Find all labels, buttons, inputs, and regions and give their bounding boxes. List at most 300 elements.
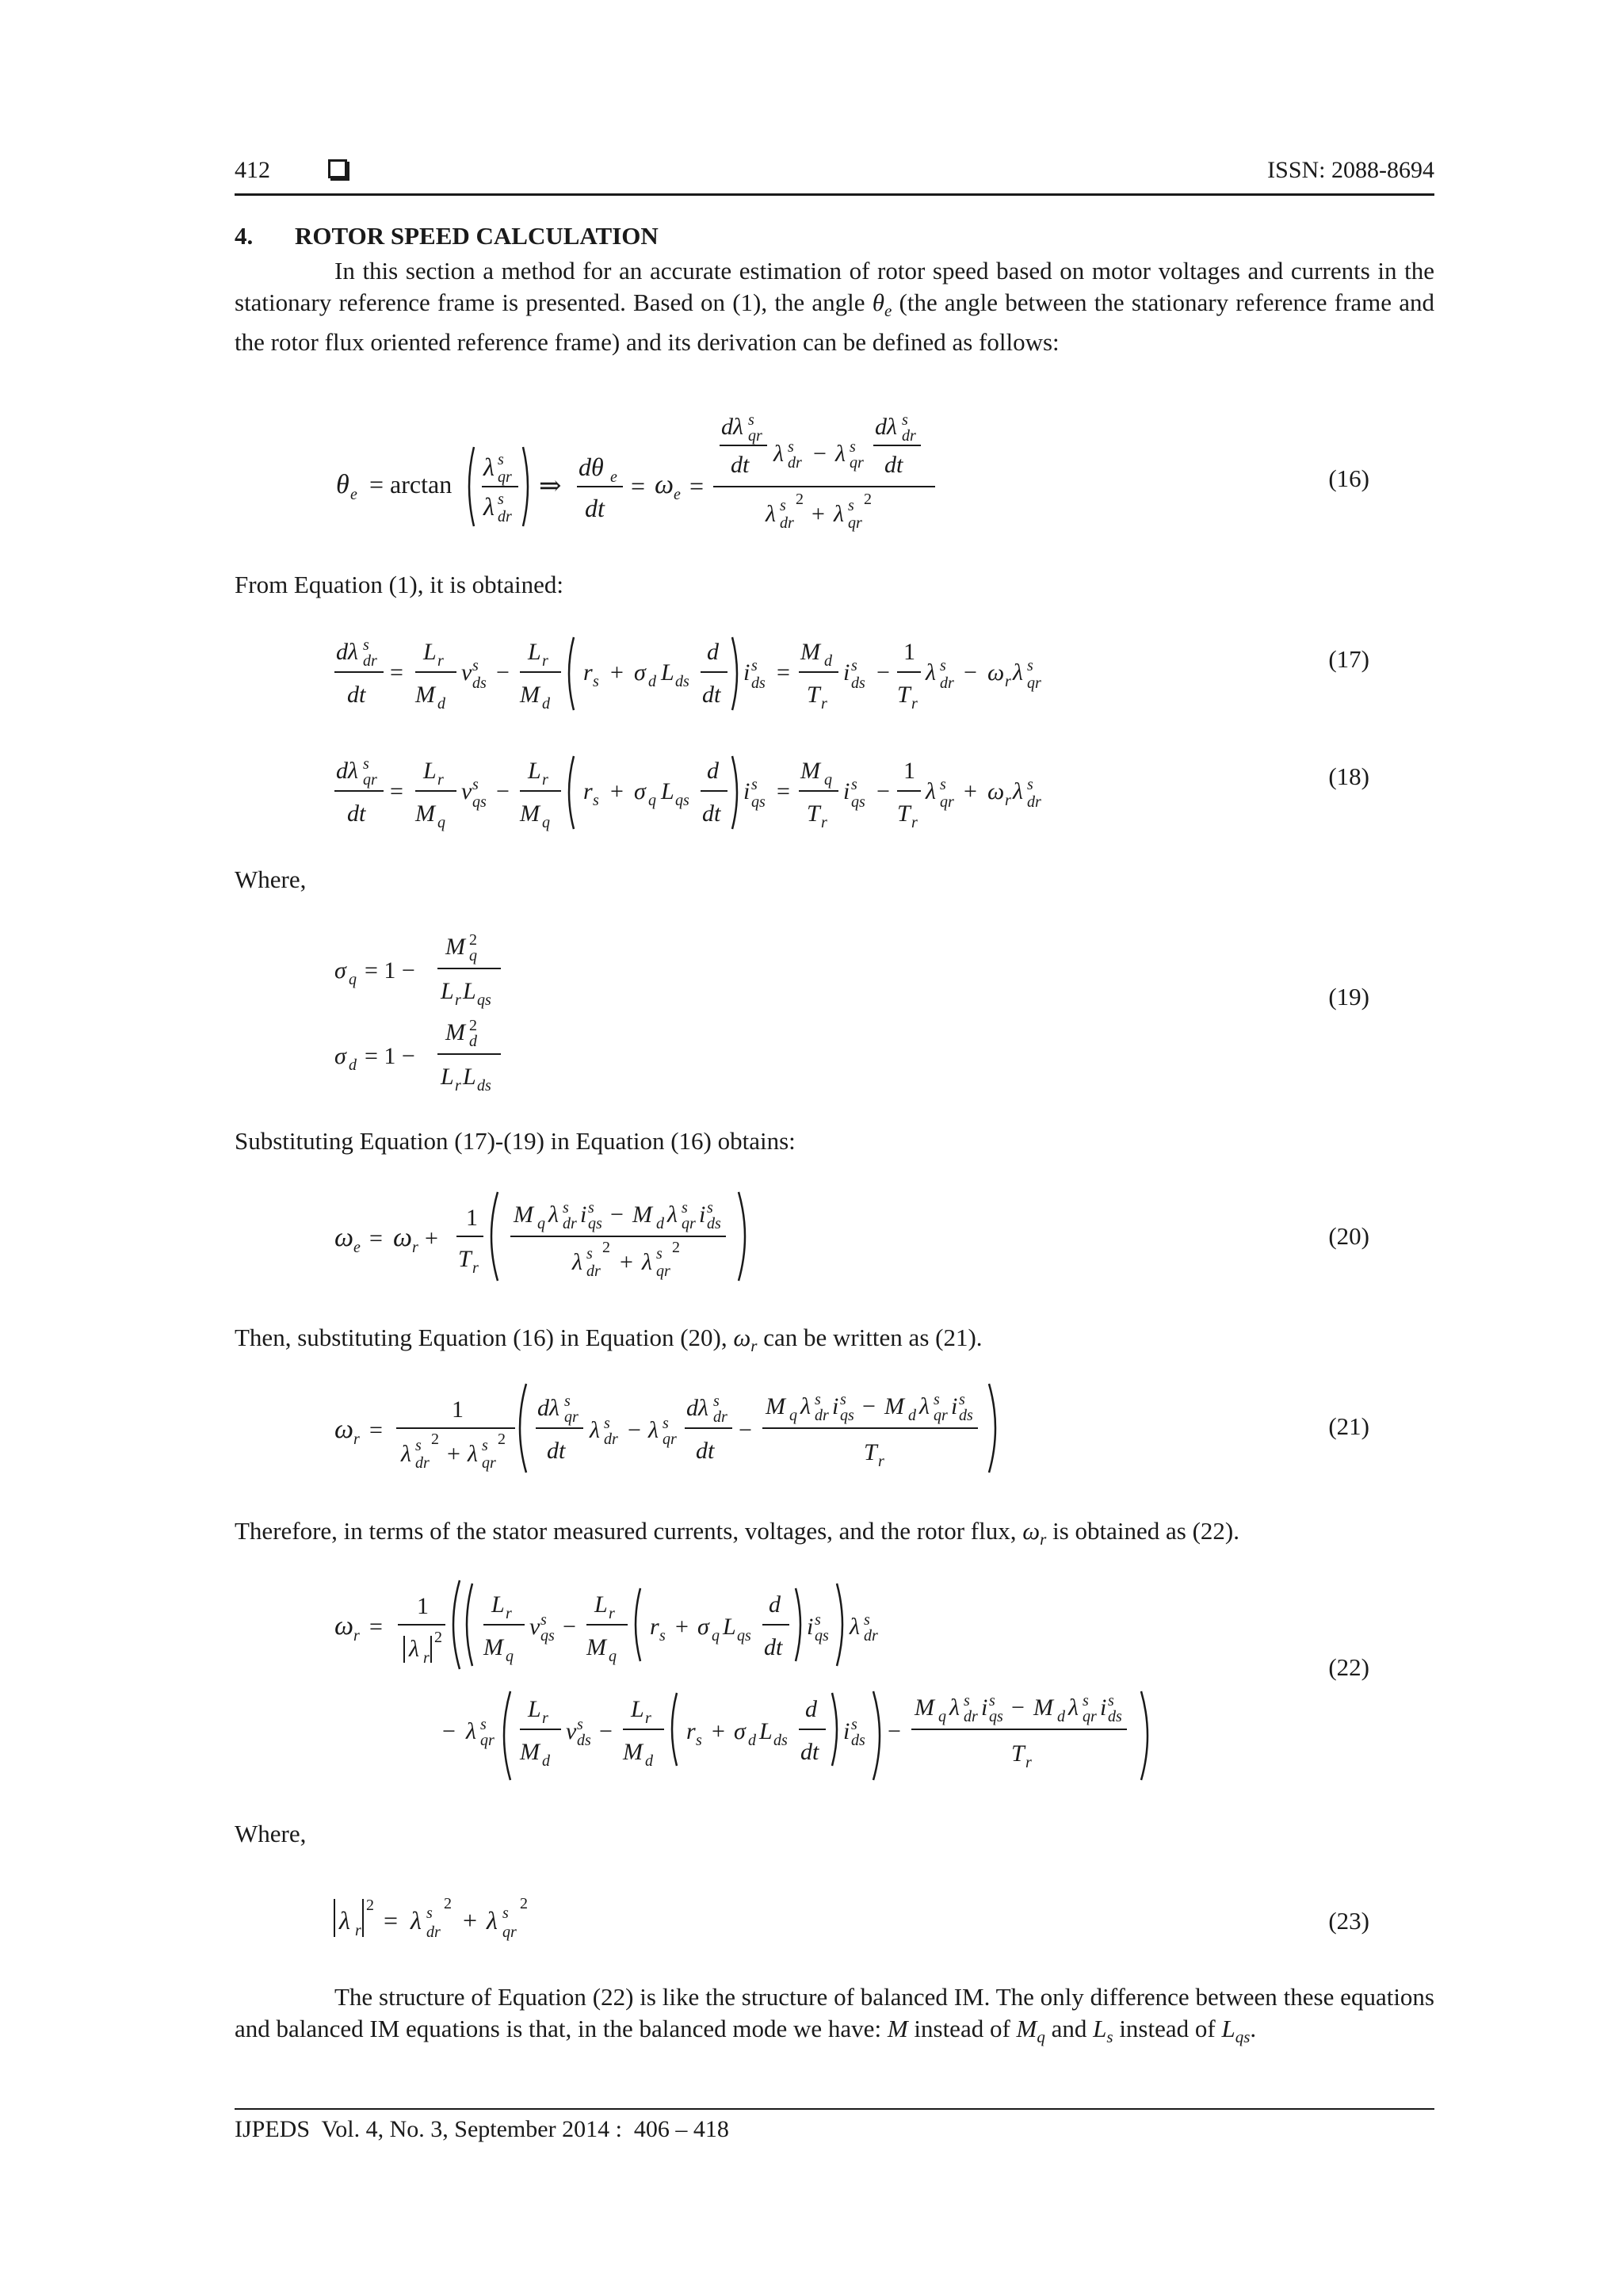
svg-text:λ: λ: [648, 1417, 659, 1443]
svg-text:M: M: [800, 758, 820, 784]
svg-text:=: =: [390, 778, 403, 804]
square-icon: [328, 159, 347, 178]
svg-text:ω: ω: [334, 1611, 354, 1641]
svg-text:s: s: [415, 1437, 422, 1454]
svg-text:+: +: [675, 1614, 689, 1640]
svg-text:r: r: [650, 1614, 659, 1640]
svg-text:−: −: [496, 778, 510, 804]
svg-text:qr: qr: [480, 1732, 495, 1749]
svg-text:q: q: [712, 1627, 720, 1645]
svg-text:M: M: [483, 1634, 503, 1660]
svg-text:2: 2: [796, 491, 804, 508]
svg-text:qr: qr: [682, 1215, 696, 1232]
svg-text:s: s: [696, 1732, 702, 1749]
svg-text:M: M: [766, 1393, 785, 1419]
svg-text:dr: dr: [586, 1263, 601, 1280]
equation-20: [325, 1184, 800, 1287]
equation-18: [325, 745, 1070, 840]
svg-text:qs: qs: [989, 1708, 1003, 1725]
svg-text:L: L: [528, 639, 541, 665]
svg-text:dr: dr: [864, 1627, 878, 1645]
svg-text:L: L: [463, 978, 476, 1004]
svg-text:dλ: dλ: [721, 414, 743, 440]
svg-text:L: L: [423, 758, 437, 784]
svg-text:r: r: [542, 652, 548, 670]
svg-text:qs: qs: [472, 793, 487, 811]
svg-text:2: 2: [366, 1897, 374, 1914]
svg-text:d: d: [769, 1591, 781, 1618]
svg-text:λ: λ: [919, 1393, 930, 1419]
svg-text:⇒: ⇒: [539, 472, 562, 501]
svg-text:q: q: [609, 1648, 617, 1665]
svg-text:r: r: [911, 695, 918, 712]
svg-text:r: r: [455, 991, 461, 1009]
equation-19: [325, 921, 531, 1103]
svg-text:i: i: [743, 778, 750, 804]
svg-text:−: −: [442, 1718, 456, 1744]
svg-text:ω: ω: [655, 470, 674, 499]
svg-text:i: i: [699, 1201, 706, 1228]
svg-text:M: M: [415, 682, 435, 708]
svg-text:λ: λ: [773, 441, 784, 467]
svg-text:2: 2: [431, 1431, 439, 1448]
svg-text:L: L: [723, 1614, 736, 1640]
svg-text:λ: λ: [667, 1201, 678, 1228]
svg-text:s: s: [851, 776, 857, 793]
equation-17: [325, 626, 1070, 721]
svg-text:1: 1: [452, 1396, 464, 1423]
svg-text:dr: dr: [815, 1407, 829, 1424]
svg-text:λ: λ: [835, 441, 846, 467]
footer-rule: [235, 2108, 1434, 2110]
svg-text:ds: ds: [959, 1407, 973, 1424]
then-text: Then, substituting Equation (16) in Equation (20), $\omega_r$ can be written as (21).: [235, 1324, 983, 1356]
svg-text:s: s: [989, 1692, 995, 1710]
svg-text:s: s: [902, 412, 908, 429]
svg-text:q: q: [349, 971, 357, 988]
svg-text:r: r: [583, 778, 593, 804]
svg-text:s: s: [1027, 776, 1033, 793]
svg-text:r: r: [353, 1627, 360, 1645]
svg-text:dt: dt: [800, 1739, 819, 1765]
svg-text:s: s: [850, 438, 856, 456]
svg-text:M: M: [445, 1019, 465, 1045]
svg-text:−: −: [876, 778, 890, 804]
svg-text:dt: dt: [696, 1438, 715, 1464]
svg-text:r: r: [472, 1259, 479, 1277]
svg-text:2: 2: [672, 1239, 680, 1256]
svg-text:λ: λ: [466, 1718, 476, 1744]
svg-text:s: s: [815, 1391, 821, 1408]
svg-text:−: −: [876, 659, 890, 686]
svg-text:r: r: [353, 1431, 360, 1448]
svg-text:2: 2: [434, 1629, 442, 1646]
svg-text:dt: dt: [347, 682, 366, 708]
svg-text:qs: qs: [737, 1627, 751, 1645]
svg-text:qs: qs: [540, 1627, 555, 1645]
svg-text:−: −: [628, 1417, 641, 1443]
svg-text:−: −: [599, 1718, 613, 1744]
svg-text:s: s: [864, 1611, 870, 1629]
svg-text:σ: σ: [734, 1718, 746, 1744]
svg-text:r: r: [878, 1453, 884, 1470]
svg-text:T: T: [807, 682, 820, 708]
svg-text:λ: λ: [766, 501, 776, 527]
svg-text:L: L: [441, 1064, 454, 1090]
svg-text:s: s: [934, 1391, 940, 1408]
svg-text:dr: dr: [713, 1408, 727, 1426]
svg-text:dr: dr: [563, 1215, 577, 1232]
svg-text:+: +: [447, 1441, 460, 1467]
svg-text:qs: qs: [815, 1627, 829, 1645]
svg-text:s: s: [748, 412, 754, 429]
svg-text:M: M: [632, 1201, 652, 1228]
svg-text:ds: ds: [477, 1077, 491, 1095]
svg-text:+: +: [620, 1249, 633, 1275]
svg-text:T: T: [807, 800, 820, 827]
svg-text:s: s: [577, 1716, 583, 1733]
svg-text:=: =: [777, 778, 790, 804]
svg-text:ω: ω: [393, 1223, 413, 1252]
svg-text:λ: λ: [572, 1249, 582, 1275]
svg-text:L: L: [463, 1064, 476, 1090]
svg-text:s: s: [659, 1627, 666, 1645]
svg-text:s: s: [426, 1904, 433, 1922]
svg-text:−: −: [964, 659, 977, 686]
svg-text:qr: qr: [482, 1454, 496, 1472]
svg-text:i: i: [843, 1718, 850, 1744]
svg-text:dλ: dλ: [336, 639, 358, 665]
svg-text:L: L: [631, 1696, 644, 1722]
svg-text:r: r: [542, 1710, 548, 1727]
svg-text:d: d: [908, 1407, 916, 1424]
svg-text:s: s: [848, 497, 854, 514]
svg-text:λ: λ: [590, 1417, 600, 1443]
svg-text:dr: dr: [1027, 793, 1041, 811]
svg-text:q: q: [542, 814, 550, 831]
svg-text:qr: qr: [848, 514, 862, 532]
svg-text:=: =: [369, 1417, 383, 1443]
svg-text:1: 1: [903, 758, 915, 784]
eq-number-21: (21): [1328, 1412, 1369, 1440]
svg-text:s: s: [682, 1199, 688, 1217]
svg-text:s: s: [780, 497, 786, 514]
svg-text:r: r: [355, 1922, 361, 1939]
svg-text:s: s: [1108, 1692, 1114, 1710]
section-number: 4.: [235, 222, 254, 250]
svg-text:dt: dt: [585, 494, 605, 522]
svg-text:λ: λ: [1013, 659, 1023, 686]
svg-text:ds: ds: [707, 1215, 721, 1232]
svg-text:qr: qr: [363, 771, 377, 789]
svg-text:d: d: [469, 1033, 477, 1050]
svg-text:M: M: [800, 639, 820, 665]
svg-text:T: T: [864, 1439, 877, 1465]
svg-text:dθ: dθ: [579, 453, 604, 481]
svg-text:2: 2: [469, 931, 477, 949]
svg-text:ds: ds: [773, 1732, 788, 1749]
svg-text:r: r: [583, 659, 593, 686]
svg-text:M: M: [915, 1694, 934, 1721]
svg-text:dt: dt: [764, 1634, 783, 1660]
svg-text:1: 1: [903, 639, 915, 665]
svg-text:ds: ds: [851, 1732, 865, 1749]
svg-text:M: M: [586, 1634, 606, 1660]
svg-text:r: r: [437, 771, 444, 789]
eq-number-20: (20): [1328, 1222, 1369, 1250]
svg-text:λ: λ: [926, 659, 936, 686]
svg-text:d: d: [648, 673, 656, 690]
journal-footer: IJPEDS Vol. 4, No. 3, September 2014 : 406 – 418: [235, 2116, 729, 2142]
svg-text:qr: qr: [1027, 674, 1041, 692]
svg-text:−: −: [888, 1718, 901, 1744]
svg-text:1: 1: [417, 1593, 429, 1619]
svg-text:dr: dr: [964, 1708, 978, 1725]
svg-text:s: s: [851, 657, 857, 674]
svg-text:s: s: [751, 657, 758, 674]
svg-text:+: +: [463, 1906, 478, 1935]
svg-text:d: d: [824, 652, 832, 670]
svg-text:T: T: [458, 1246, 472, 1272]
svg-text:s: s: [656, 1245, 663, 1263]
svg-text:s: s: [815, 1611, 821, 1629]
svg-text:ω: ω: [987, 778, 1005, 804]
svg-text:+: +: [712, 1718, 725, 1744]
svg-text:+: +: [610, 659, 624, 686]
svg-text:s: s: [482, 1437, 488, 1454]
svg-text:s: s: [1083, 1692, 1089, 1710]
svg-text:−: −: [496, 659, 510, 686]
svg-text:L: L: [528, 758, 541, 784]
svg-text:2: 2: [864, 491, 872, 508]
svg-text:i: i: [981, 1694, 988, 1721]
svg-text:L: L: [594, 1591, 608, 1618]
svg-text:=: =: [631, 472, 646, 500]
svg-text:d: d: [542, 1752, 550, 1770]
svg-text:=: =: [369, 1614, 383, 1640]
svg-text:2: 2: [444, 1895, 452, 1912]
svg-text:+: +: [610, 778, 624, 804]
svg-text:dr: dr: [604, 1431, 618, 1448]
svg-text:v: v: [566, 1718, 577, 1744]
svg-text:λ: λ: [949, 1694, 960, 1721]
svg-text:d: d: [1057, 1708, 1065, 1725]
issn: ISSN: 2088-8694: [1267, 157, 1434, 183]
svg-text:q: q: [824, 771, 832, 789]
svg-text:qr: qr: [663, 1431, 677, 1448]
svg-text:s: s: [964, 1692, 970, 1710]
svg-text:θ: θ: [336, 470, 349, 499]
therefore-text: Therefore, in terms of the stator measured currents, voltages, and the rotor flux, $\omega_r$ is obtained as (22).: [235, 1517, 1239, 1549]
svg-text:r: r: [609, 1605, 615, 1622]
svg-text:M: M: [623, 1739, 643, 1765]
svg-text:M: M: [520, 682, 540, 708]
where-text-1: Where,: [235, 865, 307, 893]
equation-22: [325, 1572, 1212, 1786]
svg-text:−: −: [739, 1417, 752, 1443]
svg-text:1: 1: [466, 1205, 478, 1231]
svg-text:T: T: [897, 682, 911, 708]
svg-text:qs: qs: [588, 1215, 602, 1232]
svg-text:s: s: [586, 1245, 593, 1263]
eq-number-16: (16): [1328, 464, 1369, 492]
svg-text:=: =: [369, 1225, 383, 1251]
svg-text:λ: λ: [487, 1906, 498, 1935]
svg-text:d: d: [707, 758, 719, 784]
svg-text:dr: dr: [415, 1454, 430, 1472]
svg-text:2: 2: [520, 1895, 528, 1912]
svg-text:λ: λ: [642, 1249, 652, 1275]
svg-text:s: s: [604, 1415, 610, 1432]
svg-text:i: i: [807, 1614, 814, 1640]
svg-text:s: s: [472, 657, 479, 674]
svg-text:r: r: [1005, 673, 1011, 690]
svg-text:dt: dt: [884, 452, 903, 478]
svg-text:dt: dt: [702, 682, 721, 708]
svg-text:q: q: [437, 814, 445, 831]
svg-text:d: d: [805, 1696, 817, 1722]
svg-text:dt: dt: [731, 452, 750, 478]
svg-text:L: L: [661, 778, 674, 804]
svg-text:r: r: [1025, 1754, 1032, 1771]
svg-text:dλ: dλ: [686, 1395, 708, 1421]
where-text-2: Where,: [235, 1820, 307, 1847]
svg-text:λ: λ: [850, 1614, 860, 1640]
svg-text:v: v: [461, 778, 472, 804]
svg-text:ds: ds: [577, 1732, 591, 1749]
eq-number-17: (17): [1328, 645, 1369, 673]
svg-text:v: v: [461, 659, 472, 686]
svg-text:s: s: [540, 1611, 547, 1629]
svg-text:e: e: [353, 1239, 361, 1256]
svg-text:s: s: [713, 1392, 720, 1410]
svg-text:i: i: [832, 1393, 839, 1419]
svg-text:qr: qr: [656, 1263, 670, 1280]
equation-21: [325, 1376, 1038, 1479]
svg-text:s: s: [840, 1391, 846, 1408]
intro-paragraph: In this section a method for an accurate estimation of rotor speed based on motor voltages and currents in the stationary reference frame is presented. Based on (1), the angle $\theta_e$ (the angle between the stationary reference frame and the rotor flux oriented reference frame) and its derivation can be defined as follows:: [235, 257, 1435, 357]
svg-text:s: s: [1027, 657, 1033, 674]
svg-text:i: i: [843, 659, 850, 686]
svg-text:s: s: [663, 1415, 669, 1432]
svg-text:=: =: [384, 1906, 399, 1935]
svg-text:L: L: [491, 1591, 505, 1618]
svg-text:T: T: [897, 800, 911, 827]
svg-text:qr: qr: [564, 1408, 579, 1426]
svg-text:σ: σ: [334, 1043, 346, 1069]
eq-number-22: (22): [1328, 1653, 1369, 1681]
svg-text:q: q: [469, 947, 477, 965]
svg-text:r: r: [506, 1605, 512, 1622]
svg-text:λ: λ: [401, 1441, 411, 1467]
svg-text:s: s: [472, 776, 479, 793]
svg-text:s: s: [940, 657, 946, 674]
svg-text:−: −: [1011, 1694, 1025, 1721]
svg-text:r: r: [821, 814, 827, 831]
svg-text:2: 2: [469, 1017, 477, 1034]
svg-text:= 1 −: = 1 −: [365, 1043, 415, 1069]
svg-text:M: M: [1033, 1694, 1053, 1721]
svg-text:dλ: dλ: [537, 1395, 559, 1421]
svg-text:λ: λ: [483, 453, 495, 481]
svg-text:qs: qs: [751, 793, 766, 811]
svg-text:qs: qs: [840, 1407, 854, 1424]
svg-text:i: i: [580, 1201, 587, 1228]
svg-text:dt: dt: [547, 1438, 566, 1464]
svg-text:ω: ω: [987, 659, 1005, 686]
svg-text:=: =: [777, 659, 790, 686]
svg-text:dt: dt: [702, 800, 721, 827]
svg-text:dr: dr: [940, 674, 954, 692]
page-number: 412: [235, 157, 270, 183]
svg-text:r: r: [911, 814, 918, 831]
svg-text:qr: qr: [1083, 1708, 1097, 1725]
svg-text:M: M: [415, 800, 435, 827]
svg-text:s: s: [707, 1199, 713, 1217]
svg-text:2: 2: [498, 1431, 506, 1448]
svg-text:+: +: [964, 778, 977, 804]
eq-number-18: (18): [1328, 762, 1369, 790]
svg-text:+: +: [812, 501, 825, 527]
svg-text:r: r: [542, 771, 548, 789]
svg-text:s: s: [593, 673, 599, 690]
svg-text:dλ: dλ: [875, 414, 897, 440]
svg-text:−: −: [813, 441, 827, 467]
svg-text:s: s: [563, 1199, 569, 1217]
svg-text:dr: dr: [363, 652, 377, 670]
svg-text:s: s: [588, 1199, 594, 1217]
svg-text:v: v: [529, 1614, 540, 1640]
svg-text:λ: λ: [409, 1636, 419, 1662]
svg-text:λ: λ: [339, 1906, 350, 1935]
svg-text:=: =: [390, 659, 403, 686]
svg-text:d: d: [656, 1215, 664, 1232]
svg-text:r: r: [423, 1649, 430, 1667]
svg-text:q: q: [506, 1648, 514, 1665]
svg-text:L: L: [423, 639, 437, 665]
svg-text:ds: ds: [472, 674, 487, 692]
svg-text:λ: λ: [468, 1441, 478, 1467]
svg-text:−: −: [862, 1393, 876, 1419]
svg-text:i: i: [743, 659, 750, 686]
svg-text:dr: dr: [788, 454, 802, 472]
svg-text:λ: λ: [1068, 1694, 1079, 1721]
svg-text:σ: σ: [334, 957, 346, 984]
svg-text:L: L: [661, 659, 674, 686]
svg-text:T: T: [1011, 1740, 1025, 1767]
structure-paragraph: The structure of Equation (22) is like the structure of balanced IM. The only difference between these equations and balanced IM equations is that, in the balanced mode we have: M instead of $M_q$ and $L_s$ instead of $L_{qs}$.: [235, 1983, 1434, 2047]
svg-text:M: M: [520, 800, 540, 827]
svg-text:λ: λ: [834, 501, 844, 527]
svg-text:r: r: [821, 695, 827, 712]
svg-text:L: L: [528, 1696, 541, 1722]
svg-text:qr: qr: [850, 454, 864, 472]
svg-text:qr: qr: [940, 793, 954, 811]
svg-text:2: 2: [602, 1239, 610, 1256]
svg-text:λ: λ: [800, 1393, 811, 1419]
svg-text:ds: ds: [851, 674, 865, 692]
equation-23: [325, 1881, 610, 1953]
svg-text:ds: ds: [1108, 1708, 1122, 1725]
svg-text:dr: dr: [780, 514, 794, 532]
svg-text:ds: ds: [751, 674, 766, 692]
svg-text:d: d: [437, 695, 445, 712]
from-eq1-text: From Equation (1), it is obtained:: [235, 571, 564, 598]
svg-text:q: q: [938, 1708, 946, 1725]
svg-text:ds: ds: [675, 673, 689, 690]
svg-text:λ: λ: [548, 1201, 559, 1228]
svg-text:σ: σ: [697, 1614, 709, 1640]
